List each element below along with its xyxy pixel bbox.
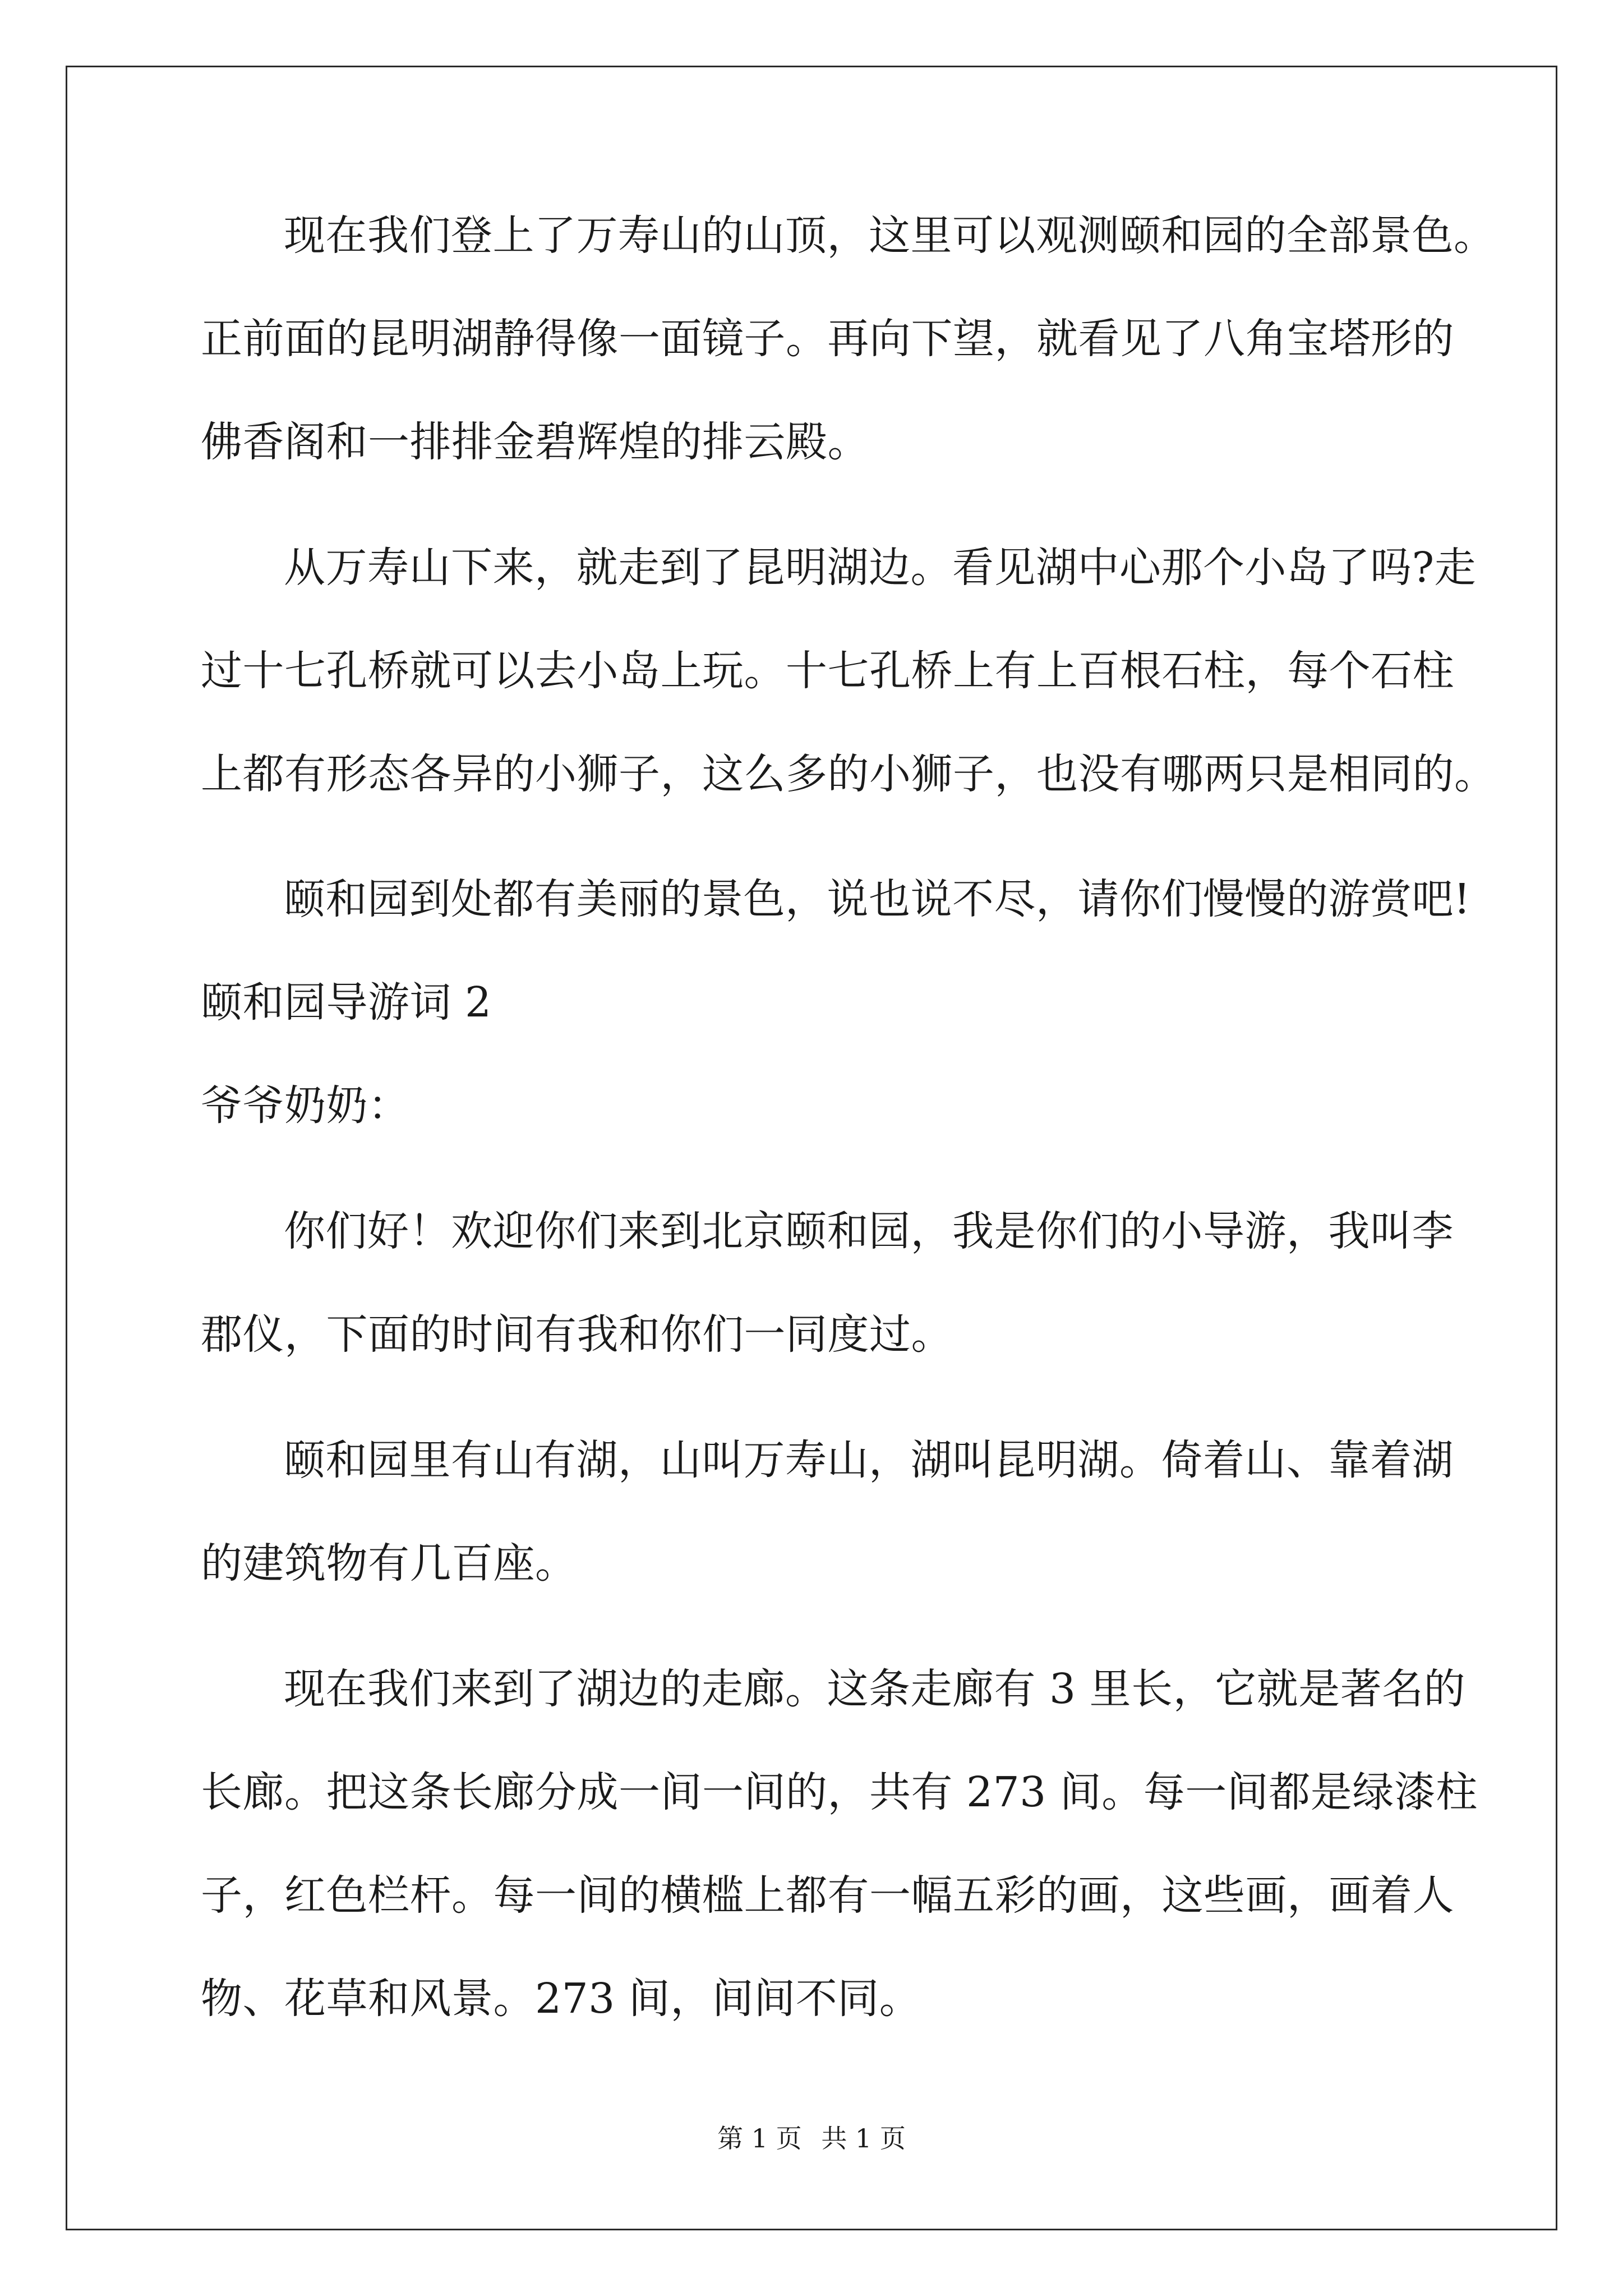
text-line: 郡仪，下面的时间有我和你们一同度过。 xyxy=(201,1310,953,1359)
text-line: 过十七孔桥就可以去小岛上玩。十七孔桥上有上百根石柱，每个石柱 xyxy=(201,647,1454,695)
page-number: 第 1 页 xyxy=(717,2123,802,2154)
text-line: 你们好！欢迎你们来到北京颐和园，我是你们的小导游，我叫李 xyxy=(284,1207,1454,1255)
text-line: 从万寿山下来，就走到了昆明湖边。看见湖中心那个小岛了吗?走 xyxy=(284,544,1477,592)
text-line: 正前面的昆明湖静得像一面镜子。再向下望，就看见了八角宝塔形的 xyxy=(201,315,1454,363)
text-line: 物、花草和风景。273 间，间间不同。 xyxy=(201,1975,921,2023)
text-line: 颐和园里有山有湖，山叫万寿山，湖叫昆明湖。倚着山、靠着湖 xyxy=(284,1436,1454,1484)
page-footer xyxy=(0,2122,1623,2155)
text-line: 的建筑物有几百座。 xyxy=(201,1539,577,1588)
page-total: 共 1 页 xyxy=(821,2123,906,2154)
text-line: 上都有形态各异的小狮子，这么多的小狮子，也没有哪两只是相同的。 xyxy=(201,750,1496,798)
section-heading: 颐和园导游词 2 xyxy=(201,978,492,1027)
text-line: 现在我们登上了万寿山的山顶，这里可以观测颐和园的全部景色。 xyxy=(284,211,1496,260)
text-line: 佛香阁和一排排金碧辉煌的排云殿。 xyxy=(201,418,869,466)
text-line: 长廊。把这条长廊分成一间一间的，共有 273 间。每一间都是绿漆柱 xyxy=(201,1768,1478,1816)
salutation: 爷爷奶奶： xyxy=(201,1082,410,1130)
text-line: 现在我们来到了湖边的走廊。这条走廊有 3 里长，它就是著名的 xyxy=(284,1665,1466,1713)
text-line: 颐和园到处都有美丽的景色，说也说不尽，请你们慢慢的游赏吧! xyxy=(284,875,1471,923)
text-line: 子，红色栏杆。每一间的横槛上都有一幅五彩的画，这些画，画着人 xyxy=(201,1871,1454,1920)
